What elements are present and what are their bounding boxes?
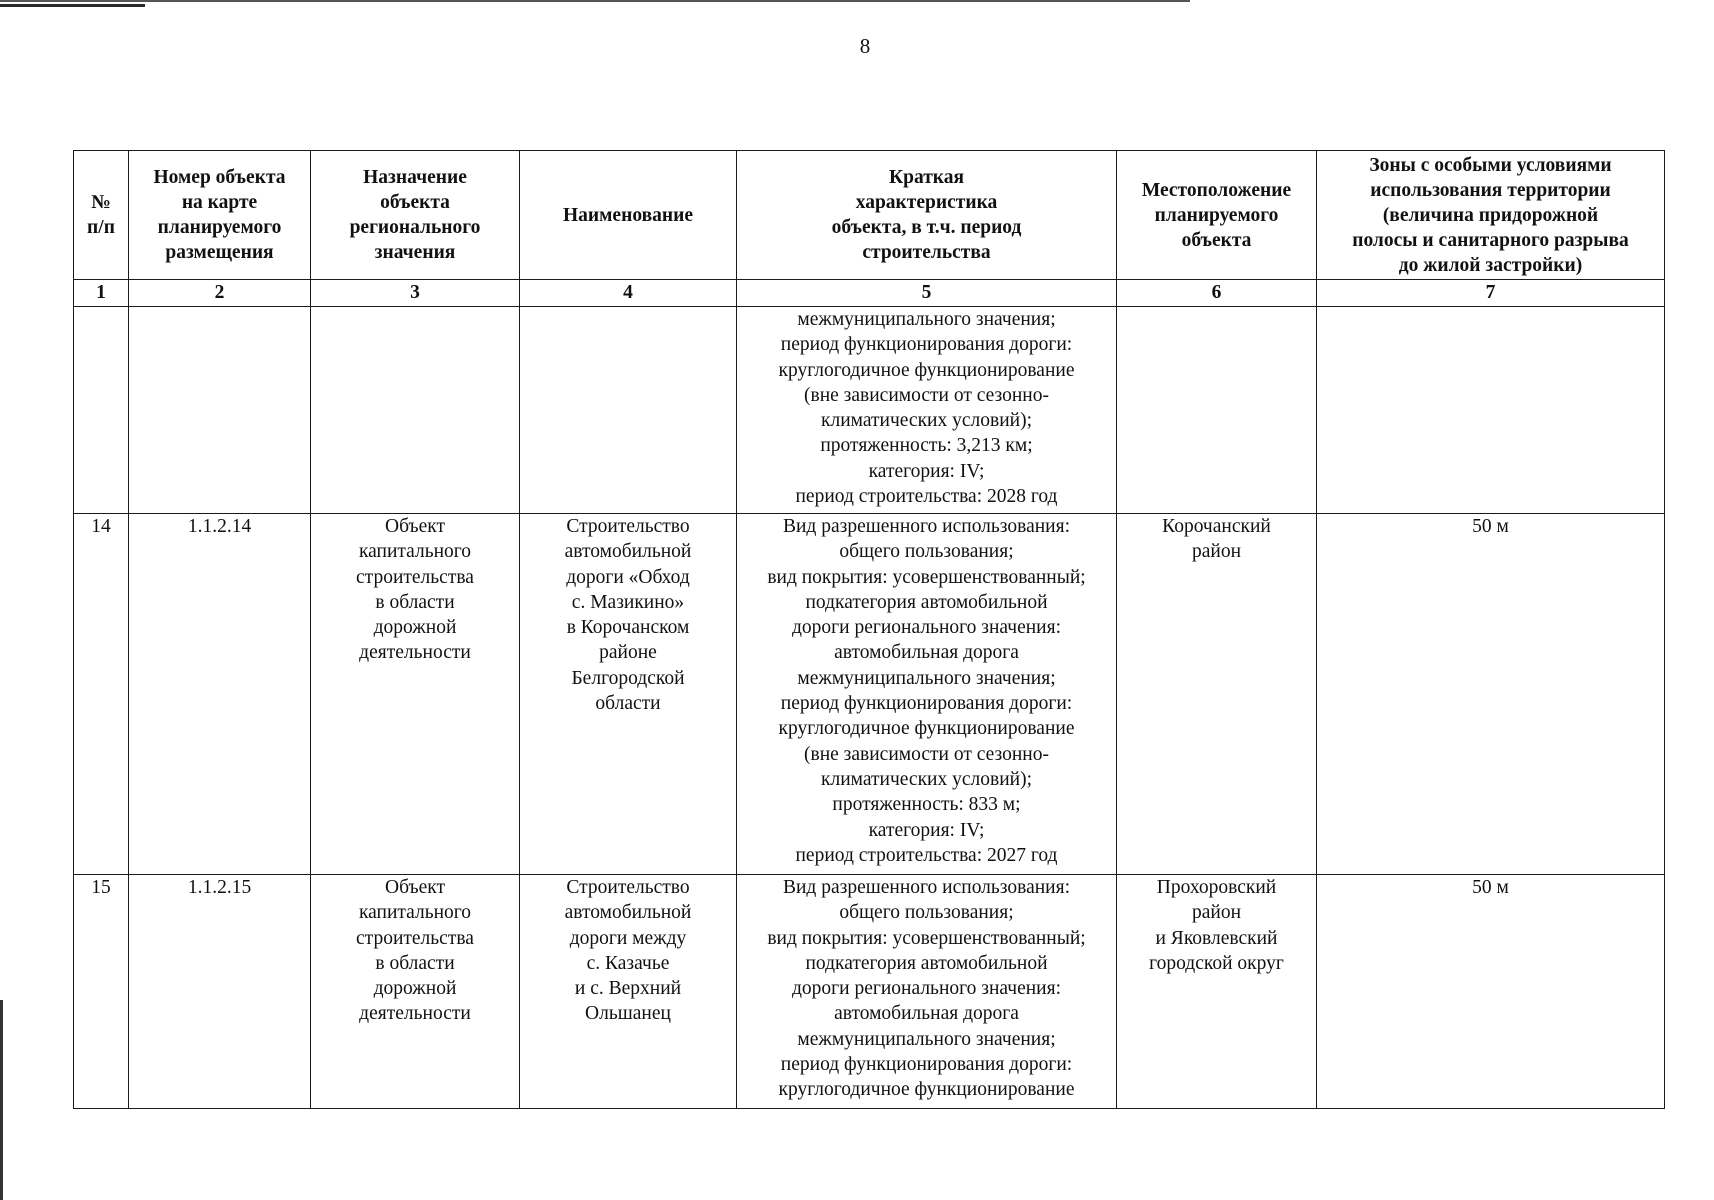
cell-zones: 50 м	[1317, 514, 1665, 875]
column-number: 1	[74, 280, 129, 307]
cell-zones	[1317, 307, 1665, 514]
cell-characteristics: межмуниципального значения; период функционирования дороги: круглогодичное функционирование (вне зависимости от сезонно- климатических условий); протяженность: 3,213 км; категория: IV; период строительства: 2028 год	[737, 307, 1117, 514]
cell-location: Прохоровский район и Яковлевский городской округ	[1117, 875, 1317, 1109]
cell-zones: 50 м	[1317, 875, 1665, 1109]
header-name: Наименование	[520, 151, 737, 280]
cell-map-number	[129, 307, 311, 514]
table-row	[74, 875, 1665, 1109]
cell-row-number	[74, 307, 129, 514]
planned-objects-table	[73, 150, 1665, 1109]
cell-name: Строительство автомобильной дороги «Обход с. Мазикино» в Корочанском районе Белгородской области	[520, 514, 737, 875]
scan-edge-top-dark	[0, 4, 145, 7]
cell-characteristics: Вид разрешенного использования: общего пользования; вид покрытия: усовершенствованный; подкатегория автомобильной дороги регионального значения: автомобильная дорога межмуниципального значения; период функционирования дороги: круглогодичное функционирование	[737, 875, 1117, 1109]
column-number: 2	[129, 280, 311, 307]
column-number: 7	[1317, 280, 1665, 307]
cell-row-number: 14	[74, 514, 129, 875]
cell-row-number: 15	[74, 875, 129, 1109]
column-number: 3	[311, 280, 520, 307]
header-purpose: Назначение объекта регионального значения	[311, 151, 520, 280]
cell-purpose: Объект капитального строительства в области дорожной деятельности	[311, 875, 520, 1109]
page-number: 8	[859, 34, 871, 58]
scan-edge-top	[0, 0, 1190, 2]
cell-name: Строительство автомобильной дороги между с. Казачье и с. Верхний Ольшанец	[520, 875, 737, 1109]
cell-map-number: 1.1.2.14	[129, 514, 311, 875]
header-row-number: № п/п	[74, 151, 129, 280]
header-characteristics: Краткая характеристика объекта, в т.ч. период строительства	[737, 151, 1117, 280]
cell-purpose: Объект капитального строительства в области дорожной деятельности	[311, 514, 520, 875]
column-number-row	[74, 280, 1665, 307]
header-map-number: Номер объекта на карте планируемого размещения	[129, 151, 311, 280]
header-location: Местоположение планируемого объекта	[1117, 151, 1317, 280]
cell-map-number: 1.1.2.15	[129, 875, 311, 1109]
table-header-row	[74, 151, 1665, 280]
table-row	[74, 514, 1665, 875]
scan-edge-left	[0, 1000, 3, 1200]
cell-characteristics: Вид разрешенного использования: общего пользования; вид покрытия: усовершенствованный; подкатегория автомобильной дороги регионального значения: автомобильная дорога межмуниципального значения; период функционирования дороги: круглогодичное функционирование (вне зависимости от сезонно- климатических условий); протяженность: 833 м; категория: IV; период строительства: 2027 год	[737, 514, 1117, 875]
column-number: 5	[737, 280, 1117, 307]
column-number: 6	[1117, 280, 1317, 307]
cell-purpose	[311, 307, 520, 514]
column-number: 4	[520, 280, 737, 307]
cell-name	[520, 307, 737, 514]
cell-location	[1117, 307, 1317, 514]
cell-location: Корочанский район	[1117, 514, 1317, 875]
table-row-continuation	[74, 307, 1665, 514]
header-zones: Зоны с особыми условиями использования территории (величина придорожной полосы и санитарного разрыва до жилой застройки)	[1317, 151, 1665, 280]
